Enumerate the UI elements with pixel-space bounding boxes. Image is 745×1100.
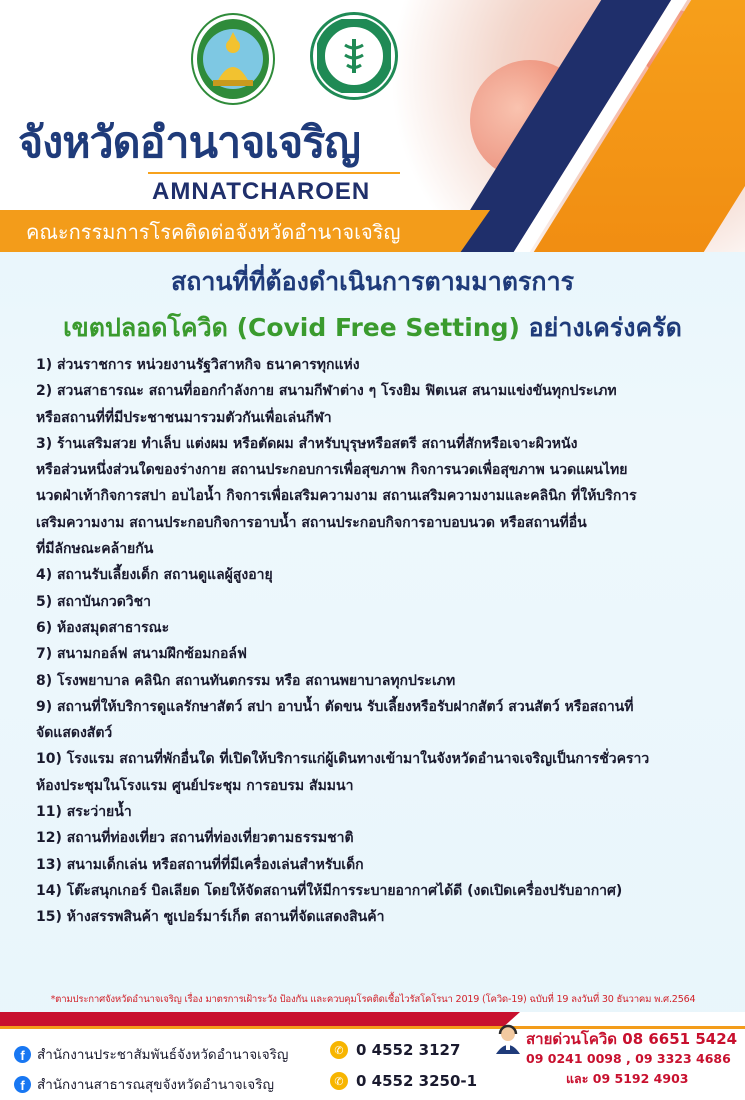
list-item: 1) ส่วนราชการ หน่วยงานรัฐวิสาหกิจ ธนาคารทุกแห่ง [36,357,360,373]
facebook-icon: f [14,1046,31,1063]
province-title-english: AMNATCHAROEN [152,178,371,205]
list-item: 8) โรงพยาบาล คลินิก สถานทันตกรรม หรือ สถานพยาบาลทุกประเภท [36,672,456,689]
list-item: หรือส่วนหนึ่งส่วนใดของร่างกาย สถานประกอบการเพื่อสุขภาพ กิจการนวดเพื่อสุขภาพ นวดแผนไทย [36,462,628,479]
facebook-icon: f [14,1076,31,1093]
list-item: จัดแสดงสัตว์ [36,725,113,742]
facebook-page-name: สำนักงานสาธารณสุขจังหวัดอำนาจเจริญ [37,1077,274,1093]
phone-number-text: 0 4552 3250-1 [356,1072,478,1090]
phone-number-1[interactable] [330,1041,460,1059]
list-item: 11) สระว่ายน้ำ [36,804,132,821]
list-item: 7) สนามกอล์ฟ สนามฝึกซ้อมกอล์ฟ [36,646,247,663]
covid-hotline-numbers: 09 0241 0098 , 09 3323 4686 [526,1051,731,1066]
list-item: 12) สถานที่ท่องเที่ยว สถานที่ท่องเที่ยวตามธรรมชาติ [36,830,354,847]
list-item: 15) ห้างสรรพสินค้า ซูเปอร์มาร์เก็ต สถานที่จัดแสดงสินค้า [36,909,385,926]
list-item: 14) โต๊ะสนุกเกอร์ บิลเลียด โดยให้จัดสถานที่ให้มีการระบายอากาศได้ดี (งดเปิดเครื่องปรับอากาศ) [36,882,623,899]
headline-line-2 [0,308,745,348]
covid-hotline-title: สายด่วนโควิด 08 6651 5424 [526,1030,738,1048]
committee-name: คณะกรรมการโรคติดต่อจังหวัดอำนาจเจริญ [26,220,401,244]
phone-number-text: 0 4552 3127 [356,1041,461,1059]
phone-icon: ✆ [330,1072,348,1090]
province-seal-logo [193,15,273,103]
phone-number-2[interactable] [330,1072,477,1090]
ministry-of-public-health-logo [310,12,398,100]
call-center-agent-icon [493,1024,523,1054]
facebook-page-pr[interactable] [14,1043,288,1065]
headline-covid-free-setting: เขตปลอดโควิด (Covid Free Setting) [63,313,520,342]
province-title-thai: จังหวัดอำนาจเจริญ [18,118,360,168]
list-item: 13) สนามเด็กเล่น หรือสถานที่ที่มีเครื่องเล่นสำหรับเด็ก [36,856,364,873]
header-banner [0,0,745,252]
list-item: 6) ห้องสมุดสาธารณะ [36,619,170,636]
facebook-page-name: สำนักงานประชาสัมพันธ์จังหวัดอำนาจเจริญ [37,1047,289,1063]
list-item: 9) สถานที่ให้บริการดูแลรักษาสัตว์ สปา อาบน้ำ ตัดขน รับเลี้ยงหรือรับฝากสัตว์ สวนสัตว์ หรือสถานที่ [36,698,634,715]
facebook-page-health[interactable] [14,1073,274,1095]
list-item: 3) ร้านเสริมสวย ทำเล็บ แต่งผม หรือตัดผม สำหรับบุรุษหรือสตรี สถานที่สักหรือเจาะผิวหนัง [36,435,578,452]
list-item: เสริมความงาม สถานประกอบกิจการอาบน้ำ สถานประกอบกิจการอาบอบนวด หรือสถานที่อื่น [36,514,587,531]
footer-red-stripe [0,1012,520,1026]
list-item: ห้องประชุมในโรงแรม ศูนย์ประชุม การอบรม สัมมนา [36,777,354,794]
list-item: หรือสถานที่ที่มีประชาชนมารวมตัวกันเพื่อเล่นกีฬา [36,409,332,426]
phone-icon: ✆ [330,1041,348,1059]
covid-hotline-numbers-2: และ 09 5192 4903 [566,1071,689,1086]
list-item: 2) สวนสาธารณะ สถานที่ออกกำลังกาย สนามกีฬาต่าง ๆ โรงยิม ฟิตเนส สนามแข่งขันทุกประเภท [36,383,617,400]
list-item: 10) โรงแรม สถานที่พักอื่นใด ที่เปิดให้บริการแก่ผู้เดินทางเข้ามาในจังหวัดอำนาจเจริญเป็นการชั่วคราว [36,751,650,768]
title-divider [148,172,400,174]
reference-footnote: *ตามประกาศจังหวัดอำนาจเจริญ เรื่อง มาตรการเฝ้าระวัง ป้องกัน และควบคุมโรคติดเชื้อไวรัสโคโรนา 2019 (โควิด-19) ฉบับที่ 19 ลงวันที่ 30 ธันวาคม พ.ศ.2564 [50,994,696,1005]
headline-line-1: สถานที่ที่ต้องดำเนินการตามมาตรการ [170,267,575,296]
list-item: 4) สถานรับเลี้ยงเด็ก สถานดูแลผู้สูงอายุ [36,567,273,584]
list-item: นวดฝ่าเท้ากิจการสปา อบไอน้ำ กิจการเพื่อเสริมความงาม สถานเสริมความงามและคลินิก ที่ให้บริการ [36,488,637,505]
headline-strictly: อย่างเคร่งครัด [519,313,682,342]
list-item: 5) สถาบันกวดวิชา [36,593,152,610]
list-item: ที่มีลักษณะคล้ายกัน [36,541,154,558]
venue-list [36,352,726,931]
